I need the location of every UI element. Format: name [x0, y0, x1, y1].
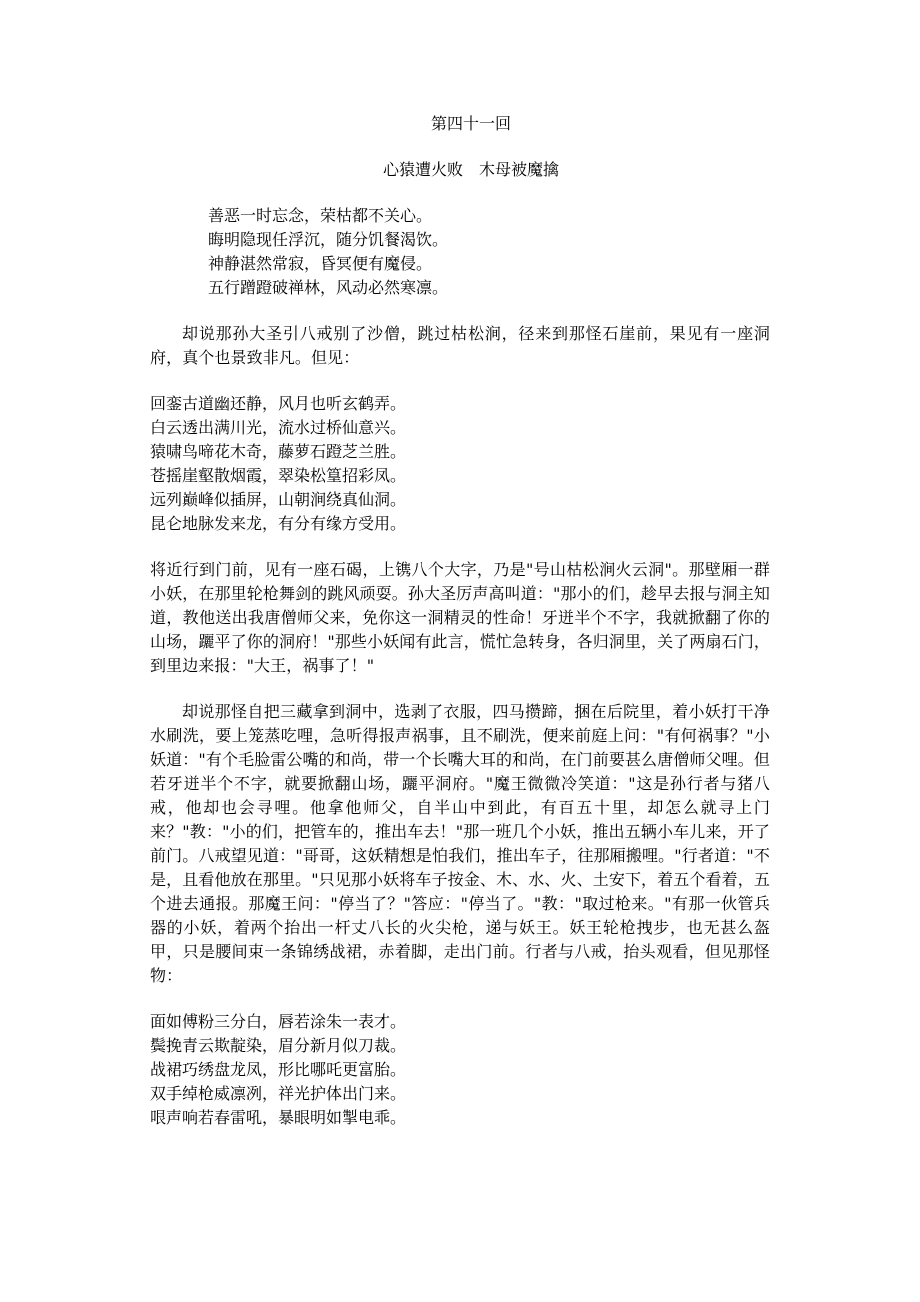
paragraph-3: 却说那怪自把三藏拿到洞中，选剥了衣服，四马攒蹄，捆在后院里，着小妖打干净水刷洗，要上笼蒸吃哩，急听得报声祸事，且不刷洗，便来前庭上问："有何祸事？"小妖道："有个毛脸雷公嘴的和尚，带一个长嘴大耳的和尚，在门前要甚么唐僧师父哩。但若牙迸半个不字，就要掀翻山场，躧平洞府。"魔王微微冷笑道："这是孙行者与猪八戒，他却也会寻哩。他拿他师父，自半山中到此，有百五十里，却怎么就寻上门来？"教："小的们，把管车的，推出车去！"那一班几个小妖，推出五辆小车儿来，开了前门。八戒望见道："哥哥，这妖精想是怕我们，推出车子，往那厢搬哩。"行者道："不是，且看他放在那里。"只见那小妖将车子按金、木、水、火、土安下，着五个看着，五个进去通报。那魔王问："停当了？"答应："停当了。"教："取过枪来。"有那一伙管兵器的小妖，着两个抬出一杆丈八长的火尖枪，递与妖王。妖王轮枪拽步，也无甚么盔甲，只是腰间束一条锦绣战裙，赤着脚，走出门前。行者与八戒，抬头观看，但见那怪物： — [150, 702, 770, 985]
verse-demon-description — [150, 1010, 770, 1130]
verse-line: 哏声响若春雷吼，暴眼明如掣电乖。 — [150, 1108, 407, 1127]
paragraph-2: 将近行到门前，见有一座石碣，上镌八个大字，乃是"号山枯松涧火云洞"。那壁厢一群小妖，在那里轮枪舞剑的跳风顽耍。孙大圣厉声高叫道："那小的们，趁早去报与洞主知道，教他送出我唐僧师父来，免你这一洞精灵的性命！牙迸半个不字，我就掀翻了你的山场，躧平了你的洞府！"那些小妖闻有此言，慌忙急转身，各归洞里，关了两扇石门，到里边来报："大王，祸事了！" — [150, 560, 770, 675]
verse-line: 面如傅粉三分白，唇若涂朱一表才。 — [150, 1012, 407, 1031]
verse-line: 昆仑地脉发来龙，有分有缘方受用。 — [150, 514, 407, 533]
opening-poem-line: 善恶一时忘念，荣枯都不关心。 — [208, 206, 433, 225]
verse-line: 远列巅峰似插屏，山朝涧绕真仙洞。 — [150, 490, 407, 509]
verse-line: 鬓挽青云欺靛染，眉分新月似刀裁。 — [150, 1036, 407, 1055]
verse-line: 猿啸鸟啼花木奇，藤萝石蹬芝兰胜。 — [150, 442, 407, 461]
opening-poem — [208, 204, 770, 300]
chapter-number: 第四十一回 — [430, 114, 511, 133]
chapter-title: 心猿遭火败 木母被魔擒 — [382, 160, 559, 179]
document-body — [150, 112, 770, 1152]
opening-poem-line: 五行蹭蹬破禅林，风动必然寒凛。 — [208, 278, 449, 297]
verse-cave-scenery — [150, 392, 770, 536]
verse-line: 白云透出满川光，流水过桥仙意兴。 — [150, 418, 407, 437]
verse-line: 双手绰枪威凛冽，祥光护体出门来。 — [150, 1084, 407, 1103]
verse-line: 战裙巧绣盘龙凤，形比哪吒更富胎。 — [150, 1060, 407, 1079]
opening-poem-line: 神静湛然常寂，昏冥便有魔侵。 — [208, 254, 433, 273]
verse-line: 回銮古道幽还静，风月也听玄鹤弄。 — [150, 394, 407, 413]
opening-poem-line: 晦明隐现任浮沉，随分饥餐渴饮。 — [208, 230, 449, 249]
verse-line: 苍摇崖壑散烟霞，翠染松篁招彩凤。 — [150, 466, 407, 485]
paragraph-1: 却说那孙大圣引八戒别了沙僧，跳过枯松涧，径来到那怪石崖前，果见有一座洞府，真个也景致非凡。但见： — [150, 324, 770, 367]
